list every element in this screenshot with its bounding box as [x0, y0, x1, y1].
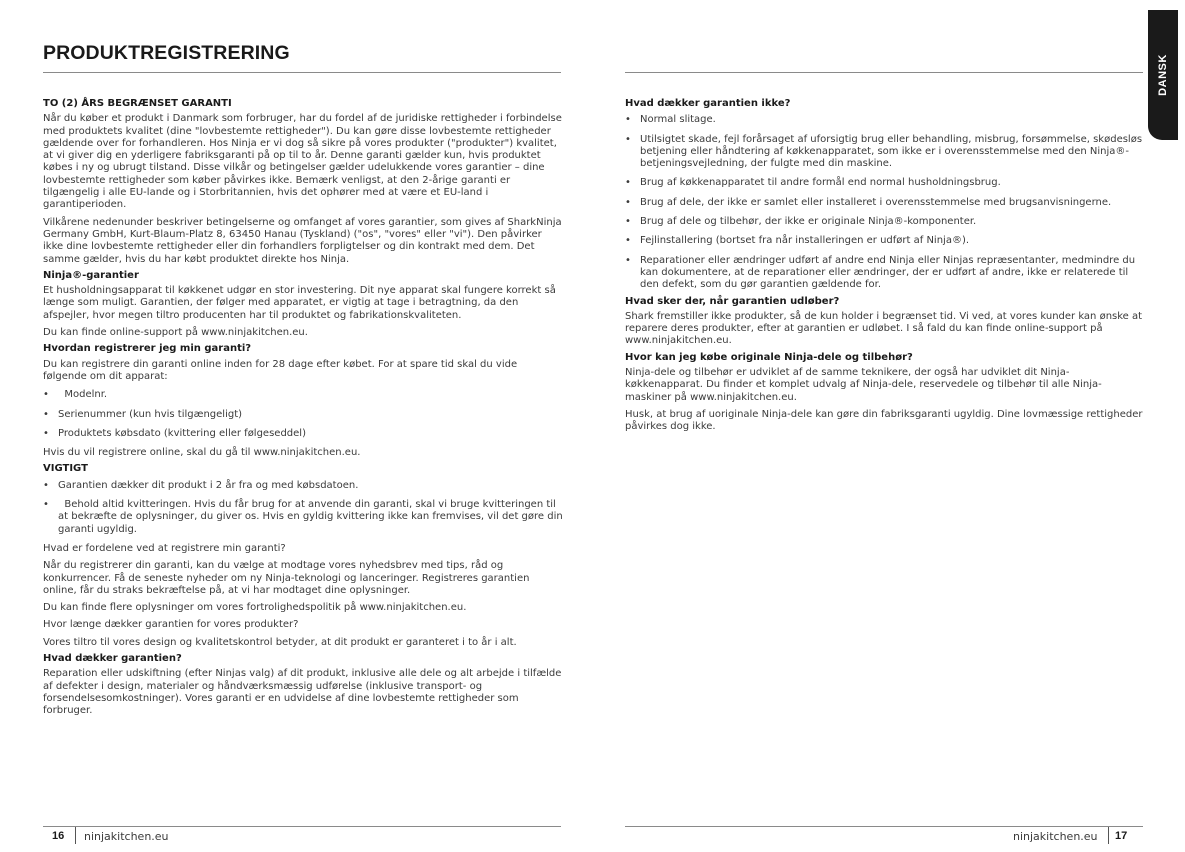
paragraph: Vilkårene nedenunder beskriver betingelserne og omfanget af vores garantier, som gives af SharkNinja Germany GmbH, Kurt-Blaum-Platz 8, 63450 Hanau (Tyskland) ("os", "vores" eller "vi"). Den påvirker ikke dine lovbestemte rettigheder eller din forhandlers forpligtelser og din kontrakt med dem. Det samme gælder, hvis du har købt produktet direkte hos Ninja.	[43, 216, 562, 265]
list-item-text: Modelnr.	[64, 389, 108, 401]
footer-divider-right	[625, 826, 1143, 827]
list-item	[625, 235, 1145, 247]
paragraph: Du kan finde flere oplysninger om vores fortrolighedspolitik på www.ninjakitchen.eu.	[43, 602, 467, 614]
page-number-right: 17	[1115, 830, 1128, 842]
language-tab	[1148, 10, 1178, 140]
paragraph: Vores tiltro til vores design og kvalitetskontrol betyder, at dit produkt er garanteret i to år i alt.	[43, 636, 517, 648]
heading-parts: Hvor kan jeg købe originale Ninja-dele og tilbehør?	[625, 351, 913, 363]
list-item	[625, 197, 1145, 209]
heading-ninja-warranties: Ninja®-garantier	[43, 269, 139, 281]
page-number-left: 16	[52, 830, 65, 842]
list-item-text: Utilsigtet skade, fejl forårsaget af uforsigtig brug eller behandling, misbrug, forsømmelse, skødesløs betjening eller håndtering af køkkenapparatet, som ikke er i overensstemmelse med den Ninja®-betjeningsvejledning, der fulgte med din maskine.	[640, 133, 1143, 170]
bullet-icon: •	[43, 479, 49, 491]
bullet-icon: •	[625, 196, 631, 208]
list-item-text: Fejlinstallering (bortset fra når installeringen er udført af Ninja®).	[640, 235, 970, 247]
paragraph: Husk, at brug af uoriginale Ninja-dele kan gøre din fabriksgaranti ugyldig. Dine lovmæssige rettigheder påvirkes dog ikke.	[625, 408, 1143, 433]
paragraph: Shark fremstiller ikke produkter, så de kun holder i begrænset tid. Vi ved, at vores kunder kan ønske at reparere deres produkter, efter at garantien er udløbet. I så fald du kan finde online-support på www.ninjakitchen.eu.	[625, 310, 1143, 347]
page-title: PRODUKTREGISTRERING	[43, 42, 290, 64]
list-item	[625, 177, 1145, 189]
paragraph: Et husholdningsapparat til køkkenet udgør en stor investering. Dit nye apparat skal fungere korrekt så længe som muligt. Garantien, der følger med apparatet, er vigtig at tage i betragtning, da den afspejler, hvor megen tiltro producenten har til produktet og fabrikationskvaliteten.	[43, 285, 556, 321]
list-item	[625, 216, 1145, 228]
list-item	[43, 480, 563, 492]
heading-warranty: TO (2) ÅRS BEGRÆNSET GARANTI	[43, 98, 232, 109]
bullet-icon: •	[43, 389, 49, 401]
title-divider-right	[625, 72, 1143, 73]
list-item	[625, 255, 1145, 292]
language-tab-label: DANSK	[1157, 54, 1169, 96]
paragraph: Hvis du vil registrere online, skal du gå til www.ninjakitchen.eu.	[43, 447, 361, 459]
heading-not-covered: Hvad dækker garantien ikke?	[625, 98, 791, 109]
heading-register: Hvordan registrerer jeg min garanti?	[43, 343, 252, 355]
list-item	[43, 409, 563, 421]
bullet-icon: •	[625, 114, 631, 126]
paragraph: Ninja-dele og tilbehør er udviklet af de samme teknikere, der også har udviklet dit Ninja-køkkenapparat. Du finder et komplet udvalg af Ninja-dele, reservedele og tilbehør til alle Ninja-maskiner på www.ninjakitchen.eu.	[625, 367, 1102, 403]
list-item-text: Behold altid kvitteringen. Hvis du får brug for at anvende din garanti, skal vi bruge kvitteringen til at bekræfte de oplysninger, du giver os. Hvis en gyldig kvittering ikke kan fremvises, vil det gøre din garanti ugyldig.	[58, 499, 563, 535]
paragraph: Når du registrerer din garanti, kan du vælge at modtage vores nyhedsbrev med tips, råd og konkurrencer. Få de seneste nyheder om ny Ninja-teknologi og lanceringer. Registreres garantien online, får du straks bekræftelse på, at vi har modtaget dine oplysninger.	[43, 560, 530, 596]
left-column	[43, 98, 563, 717]
bullet-icon: •	[625, 235, 631, 247]
heading-important: VIGTIGT	[43, 463, 88, 475]
list-item-text: Serienummer (kun hvis tilgængeligt)	[58, 408, 243, 420]
list-item	[43, 499, 563, 536]
list-item	[43, 428, 563, 440]
list-item-text: Brug af dele, der ikke er samlet eller installeret i overensstemmelse med brugsanvisningerne.	[640, 196, 1112, 208]
bullet-icon: •	[625, 177, 631, 189]
paragraph: Du kan finde online-support på www.ninjakitchen.eu.	[43, 327, 308, 339]
list-item-text: Normal slitage.	[640, 114, 716, 126]
footer-site-left: ninjakitchen.eu	[84, 830, 169, 843]
paragraph: Hvor længe dækker garantien for vores produkter?	[43, 619, 299, 631]
paragraph: Du kan registrere din garanti online inden for 28 dage efter købet. For at spare tid skal du vide følgende om dit apparat:	[43, 358, 518, 382]
list-item-text: Reparationer eller ændringer udført af andre end Ninja eller Ninjas repræsentanter, medmindre du kan dokumentere, at de reparationer eller ændringer, der er udført af andre, ikke er relaterede til den defekt, som du gør garantien gældende for.	[640, 254, 1136, 291]
bullet-icon: •	[43, 408, 49, 420]
list-item-text: Garantien dækker dit produkt i 2 år fra og med købsdatoen.	[58, 479, 359, 491]
paragraph: Hvad er fordelene ved at registrere min garanti?	[43, 542, 286, 554]
list-item-text: Produktets købsdato (kvittering eller følgeseddel)	[58, 427, 306, 439]
bullet-icon: •	[625, 254, 631, 266]
list-item	[43, 389, 563, 401]
list-item	[625, 114, 1145, 126]
list-item	[625, 134, 1145, 171]
paragraph: Reparation eller udskiftning (efter Ninjas valg) af dit produkt, inklusive alle dele og alt arbejde i tilfælde af defekter i design, materialer og håndværksmæssig udførelse (inklusive transport- og forsendelsesomkostninger). Vores garanti er en udvidelse af dine lovbestemte rettigheder som forbruger.	[43, 668, 562, 717]
bullet-icon: •	[43, 499, 49, 511]
title-divider-left	[43, 72, 561, 73]
footer-separator-left	[75, 827, 76, 844]
bullet-icon: •	[625, 133, 631, 145]
footer-separator-right	[1108, 827, 1109, 844]
bullet-icon: •	[43, 427, 49, 439]
paragraph: Når du køber et produkt i Danmark som forbruger, har du fordel af de juridiske rettigheder i forbindelse med produktets kvalitet (dine "lovbestemte rettigheder"). Du kan gøre disse lovbestemte rettigheder gældende over for forhandleren. Hos Ninja er vi dog så sikre på vores produkter ("produkter") kvalitet, at vi giver dig en yderligere fabriksgaranti på op til to år. Denne garanti gælder kun, hvis produktet købes i ny og ubrugt tilstand. Disse vilkår og betingelser gælder udelukkende vores garantier – dine lovbestemte rettigheder som køber påvirkes ikke. Bemærk venligst, at den 2-årige garanti er tilgængelig i alle EU-lande og i Storbritannien, hvis det ophører med at være et EU-land i garantiperioden.	[43, 113, 562, 211]
footer-divider-left	[43, 826, 561, 827]
heading-covers: Hvad dækker garantien?	[43, 652, 182, 664]
list-item-text: Brug af dele og tilbehør, der ikke er originale Ninja®-komponenter.	[640, 216, 977, 228]
heading-expires: Hvad sker der, når garantien udløber?	[625, 295, 840, 307]
right-column	[625, 98, 1145, 434]
list-item-text: Brug af køkkenapparatet til andre formål end normal husholdningsbrug.	[640, 177, 1001, 189]
bullet-icon: •	[625, 216, 631, 228]
footer-site-right: ninjakitchen.eu	[1013, 830, 1098, 843]
